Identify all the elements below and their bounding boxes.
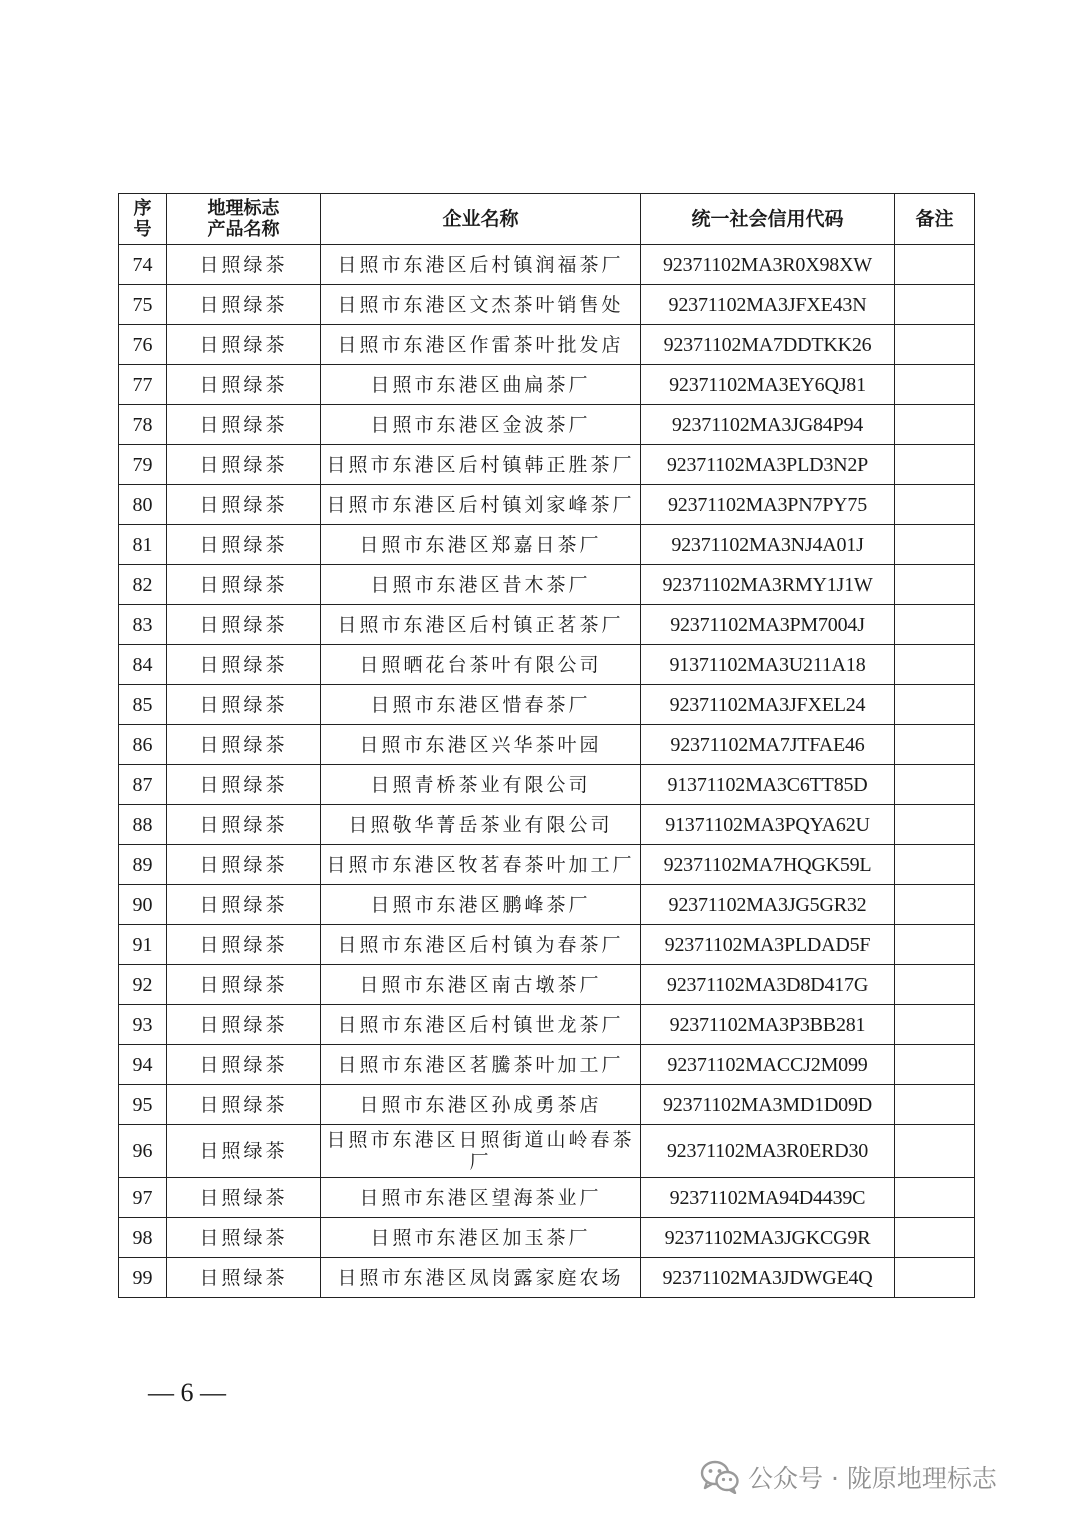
table-row: [119, 805, 975, 845]
table-row: [119, 885, 975, 925]
remarks-cell: [895, 885, 975, 925]
credit-code-cell: 92371102MA3JGKCG9R: [641, 1218, 895, 1258]
credit-code-cell: 92371102MA3JFXE43N: [641, 285, 895, 325]
remarks-cell: [895, 965, 975, 1005]
table-header-row: [119, 194, 975, 245]
header-remarks: 备注: [895, 194, 975, 245]
wechat-watermark: [700, 1455, 997, 1499]
row-number: 82: [119, 565, 167, 605]
remarks-cell: [895, 1258, 975, 1298]
credit-code-cell: 92371102MA3JG5GR32: [641, 885, 895, 925]
row-number: 94: [119, 1045, 167, 1085]
remarks-cell: [895, 365, 975, 405]
product-name-cell: 日照绿茶: [167, 685, 321, 725]
company-name-cell: 日照市东港区后村镇刘家峰茶厂: [321, 485, 641, 525]
product-name-cell: 日照绿茶: [167, 365, 321, 405]
table-row: [119, 245, 975, 285]
row-number: 95: [119, 1085, 167, 1125]
header-company-name: 企业名称: [321, 194, 641, 245]
row-number: 83: [119, 605, 167, 645]
product-name-cell: 日照绿茶: [167, 725, 321, 765]
table-row: [119, 485, 975, 525]
product-name-cell: 日照绿茶: [167, 845, 321, 885]
company-name-cell: 日照市东港区曲扁茶厂: [321, 365, 641, 405]
product-name-cell: 日照绿茶: [167, 485, 321, 525]
remarks-cell: [895, 445, 975, 485]
credit-code-cell: 92371102MA3PN7PY75: [641, 485, 895, 525]
header-product-name: 地理标志 产品名称: [167, 194, 321, 245]
company-name-cell: 日照市东港区后村镇润福茶厂: [321, 245, 641, 285]
credit-code-cell: 92371102MA7HQGK59L: [641, 845, 895, 885]
row-number: 86: [119, 725, 167, 765]
row-number: 99: [119, 1258, 167, 1298]
row-number: 90: [119, 885, 167, 925]
row-number: 78: [119, 405, 167, 445]
table-row: [119, 725, 975, 765]
credit-code-cell: 91371102MA3C6TT85D: [641, 765, 895, 805]
remarks-cell: [895, 1045, 975, 1085]
table-row: [119, 1085, 975, 1125]
company-name-cell: 日照市东港区望海茶业厂: [321, 1178, 641, 1218]
credit-code-cell: 92371102MA7JTFAE46: [641, 725, 895, 765]
table-row: [119, 925, 975, 965]
product-name-cell: 日照绿茶: [167, 245, 321, 285]
product-name-cell: 日照绿茶: [167, 405, 321, 445]
product-name-cell: 日照绿茶: [167, 1258, 321, 1298]
company-name-cell: 日照青桥茶业有限公司: [321, 765, 641, 805]
product-name-cell: 日照绿茶: [167, 925, 321, 965]
product-name-cell: 日照绿茶: [167, 605, 321, 645]
table-row: [119, 765, 975, 805]
watermark-text: 公众号 · 陇原地理标志: [748, 1464, 997, 1493]
remarks-cell: [895, 765, 975, 805]
product-name-cell: 日照绿茶: [167, 645, 321, 685]
product-name-cell: 日照绿茶: [167, 765, 321, 805]
company-name-cell: 日照市东港区南古墩茶厂: [321, 965, 641, 1005]
credit-code-cell: 92371102MACCJ2M099: [641, 1045, 895, 1085]
company-name-cell: 日照市东港区孙成勇茶店: [321, 1085, 641, 1125]
credit-code-cell: 92371102MA3D8D417G: [641, 965, 895, 1005]
product-name-cell: 日照绿茶: [167, 445, 321, 485]
credit-code-cell: 92371102MA3NJ4A01J: [641, 525, 895, 565]
product-name-cell: 日照绿茶: [167, 1178, 321, 1218]
row-number: 87: [119, 765, 167, 805]
product-name-cell: 日照绿茶: [167, 565, 321, 605]
table-row: [119, 565, 975, 605]
row-number: 79: [119, 445, 167, 485]
remarks-cell: [895, 1218, 975, 1258]
credit-code-cell: 92371102MA3RMY1J1W: [641, 565, 895, 605]
row-number: 75: [119, 285, 167, 325]
row-number: 84: [119, 645, 167, 685]
table-row: [119, 1005, 975, 1045]
table-row: [119, 1125, 975, 1178]
product-name-cell: 日照绿茶: [167, 965, 321, 1005]
row-number: 81: [119, 525, 167, 565]
credit-code-cell: 92371102MA3JDWGE4Q: [641, 1258, 895, 1298]
credit-code-cell: 92371102MA3PLD3N2P: [641, 445, 895, 485]
company-name-cell: 日照市东港区加玉茶厂: [321, 1218, 641, 1258]
table-row: [119, 965, 975, 1005]
company-name-cell: 日照市东港区凤岗露家庭农场: [321, 1258, 641, 1298]
remarks-cell: [895, 685, 975, 725]
company-name-cell: 日照市东港区郑嘉日茶厂: [321, 525, 641, 565]
product-name-cell: 日照绿茶: [167, 525, 321, 565]
remarks-cell: [895, 325, 975, 365]
wechat-icon: [700, 1460, 740, 1494]
table-row: [119, 365, 975, 405]
company-name-cell: 日照市东港区后村镇韩正胜茶厂: [321, 445, 641, 485]
table-row: [119, 685, 975, 725]
page-number: — 6 —: [148, 1378, 226, 1407]
company-name-cell: 日照晒花台茶叶有限公司: [321, 645, 641, 685]
row-number: 91: [119, 925, 167, 965]
product-name-cell: 日照绿茶: [167, 1045, 321, 1085]
credit-code-cell: 92371102MA3PM7004J: [641, 605, 895, 645]
table-row: [119, 525, 975, 565]
row-number: 77: [119, 365, 167, 405]
product-name-cell: 日照绿茶: [167, 325, 321, 365]
credit-code-cell: 91371102MA3U211A18: [641, 645, 895, 685]
row-number: 92: [119, 965, 167, 1005]
credit-code-cell: 92371102MA3MD1D09D: [641, 1085, 895, 1125]
company-name-cell: 日照市东港区文杰茶叶销售处: [321, 285, 641, 325]
table-row: [119, 845, 975, 885]
remarks-cell: [895, 925, 975, 965]
row-number: 74: [119, 245, 167, 285]
credit-code-cell: 92371102MA3JG84P94: [641, 405, 895, 445]
product-name-cell: 日照绿茶: [167, 885, 321, 925]
credit-code-cell: 92371102MA3R0X98XW: [641, 245, 895, 285]
remarks-cell: [895, 725, 975, 765]
product-name-cell: 日照绿茶: [167, 1005, 321, 1045]
remarks-cell: [895, 285, 975, 325]
row-number: 98: [119, 1218, 167, 1258]
company-name-cell: 日照市东港区日照街道山岭春茶厂: [321, 1125, 641, 1178]
row-number: 88: [119, 805, 167, 845]
remarks-cell: [895, 245, 975, 285]
credit-code-cell: 92371102MA3R0ERD30: [641, 1125, 895, 1178]
product-name-cell: 日照绿茶: [167, 285, 321, 325]
remarks-cell: [895, 405, 975, 445]
company-name-cell: 日照市东港区作雷茶叶批发店: [321, 325, 641, 365]
product-name-cell: 日照绿茶: [167, 1085, 321, 1125]
remarks-cell: [895, 605, 975, 645]
credit-code-cell: 92371102MA3P3BB281: [641, 1005, 895, 1045]
row-number: 76: [119, 325, 167, 365]
credit-code-cell: 92371102MA94D4439C: [641, 1178, 895, 1218]
table-row: [119, 645, 975, 685]
company-name-cell: 日照市东港区惜春茶厂: [321, 685, 641, 725]
company-name-cell: 日照市东港区昔木茶厂: [321, 565, 641, 605]
company-name-cell: 日照市东港区茗騰茶叶加工厂: [321, 1045, 641, 1085]
company-name-cell: 日照市东港区鹏峰茶厂: [321, 885, 641, 925]
row-number: 80: [119, 485, 167, 525]
row-number: 89: [119, 845, 167, 885]
credit-code-cell: 91371102MA3PQYA62U: [641, 805, 895, 845]
header-credit-code: 统一社会信用代码: [641, 194, 895, 245]
remarks-cell: [895, 1085, 975, 1125]
row-number: 93: [119, 1005, 167, 1045]
credit-code-cell: 92371102MA3JFXEL24: [641, 685, 895, 725]
row-number: 85: [119, 685, 167, 725]
remarks-cell: [895, 1005, 975, 1045]
company-name-cell: 日照市东港区后村镇为春茶厂: [321, 925, 641, 965]
credit-code-cell: 92371102MA3PLDAD5F: [641, 925, 895, 965]
remarks-cell: [895, 565, 975, 605]
table-row: [119, 1258, 975, 1298]
product-name-cell: 日照绿茶: [167, 1218, 321, 1258]
remarks-cell: [895, 1178, 975, 1218]
remarks-cell: [895, 805, 975, 845]
table-row: [119, 605, 975, 645]
header-seq: 序 号: [119, 194, 167, 245]
table-row: [119, 285, 975, 325]
product-name-cell: 日照绿茶: [167, 1125, 321, 1178]
remarks-cell: [895, 1125, 975, 1178]
table-row: [119, 1045, 975, 1085]
remarks-cell: [895, 645, 975, 685]
product-name-cell: 日照绿茶: [167, 805, 321, 845]
company-name-cell: 日照市东港区后村镇正茗茶厂: [321, 605, 641, 645]
company-name-cell: 日照市东港区后村镇世龙茶厂: [321, 1005, 641, 1045]
company-name-cell: 日照市东港区兴华茶叶园: [321, 725, 641, 765]
company-name-cell: 日照敬华菁岳茶业有限公司: [321, 805, 641, 845]
table-row: [119, 1218, 975, 1258]
remarks-cell: [895, 485, 975, 525]
table-row: [119, 325, 975, 365]
company-name-cell: 日照市东港区金波茶厂: [321, 405, 641, 445]
enterprise-registry-table: [118, 193, 975, 1298]
table-row: [119, 445, 975, 485]
credit-code-cell: 92371102MA3EY6QJ81: [641, 365, 895, 405]
company-name-cell: 日照市东港区牧茗春茶叶加工厂: [321, 845, 641, 885]
row-number: 97: [119, 1178, 167, 1218]
row-number: 96: [119, 1125, 167, 1178]
remarks-cell: [895, 525, 975, 565]
remarks-cell: [895, 845, 975, 885]
credit-code-cell: 92371102MA7DDTKK26: [641, 325, 895, 365]
table-row: [119, 405, 975, 445]
table-row: [119, 1178, 975, 1218]
